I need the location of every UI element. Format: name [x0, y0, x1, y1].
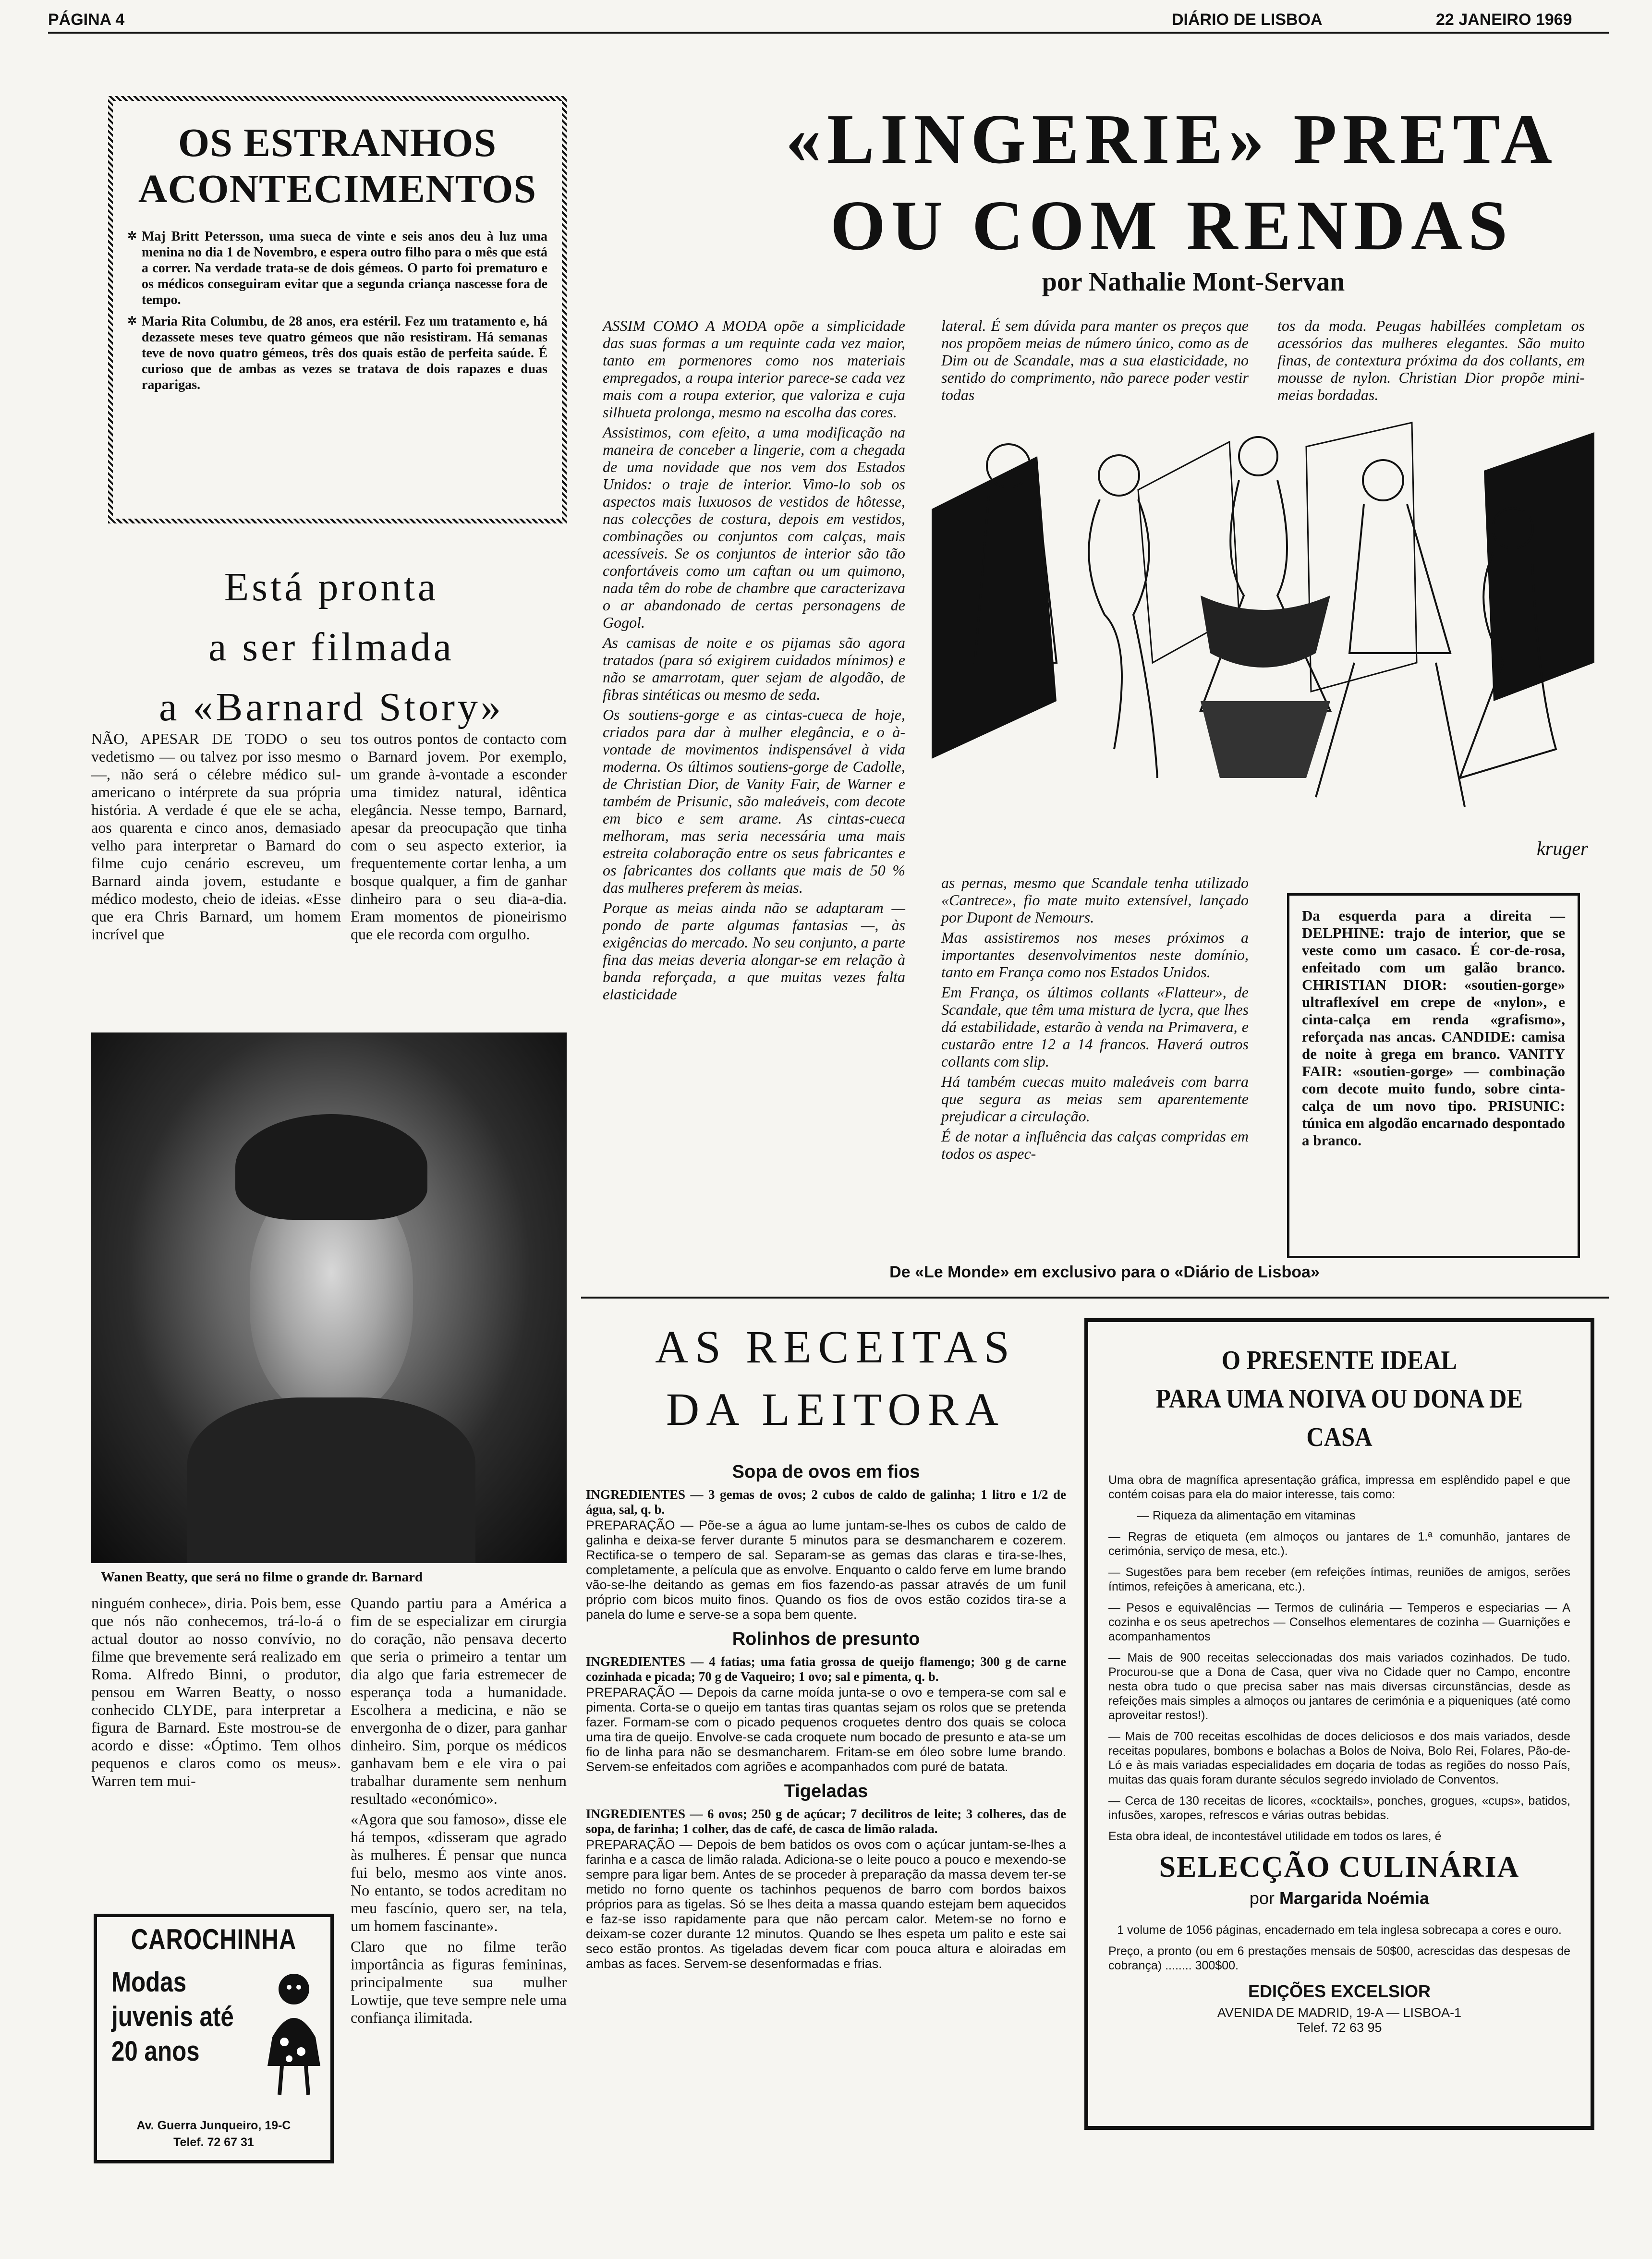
section-rule — [581, 1297, 1609, 1299]
lingerie-byline: por Nathalie Mont-Servan — [1042, 267, 1345, 297]
recipe-preparation: PREPARAÇÃO — Põe-se a água ao lume juntam-se-lhes os cubos de caldo de galinha e deixa-se ferver durante 5 minutos para se desmancharem e cozerem. Rectifica-se o tempero de sal. Separam-se as gemas das claras e tira-se-lhes, completamente, a película que as envolve. Enquanto o caldo ferve em lume brando vão-se-lhe deitando as gemas em fios fazendo-as passar através de um funil próprio com bicos muito finos. Quando os fios de ovos estão cozidos tira-se a panela do lume e serve-se a sopa bem quente. — [586, 1518, 1066, 1622]
lingerie-illustration — [932, 413, 1594, 874]
book-title: SELECÇÃO CULINÁRIA — [1159, 1851, 1520, 1883]
book-volume: 1 volume de 1056 páginas, encadernado em tela inglesa sobrecapa a cores e ouro. — [1117, 1923, 1562, 1937]
ad-item: — Mais de 700 receitas escolhidas de doces deliciosos e dos mais variados, desde receitas populares, bombons e bolachas a Bolos de Noiva, Bolo Rei, Folares, Pão-de-Ló e às mais variadas especialidades em doçaria de todas as regiões do nosso País, muitas das quais foram durante séculos segredo inviolado de Conventos. — [1108, 1730, 1570, 1786]
ad-item: — Mais de 900 receitas seleccionadas dos mais variados cozinhados. De tudo. Procurou-se que a Dona de Casa, quer viva no Cidade quer no Campo, encontre nesta obra tudo o que precisa saber nas mais diversas circunstâncias, desde as refeições mais simples a almoços ou jantares de cerimónia e a piqueniques (até como aproveitar restos!). — [1108, 1651, 1570, 1722]
ladybug-girl-icon — [263, 1970, 325, 2104]
ad-item: — Pesos e equivalências — Termos de culinária — Temperos e especiarias — A cozinha e os seus apetrechos — Conselhos elementares de cozinha — Guarnições e acompanhamentos — [1108, 1601, 1570, 1643]
estranhos-title: OS ESTRANHOS ACONTECIMENTOS — [138, 121, 537, 211]
recipe-ingredients: INGREDIENTES — 4 fatias; uma fatia grossa de queijo flamengo; 300 g de carne cozinhada e picada; 70 g de Vaqueiro; 1 ovo; sal e pimenta, q. b. — [586, 1654, 1066, 1684]
warren-beatty-photo — [91, 1032, 567, 1563]
barnard-col4: Quando partiu para a América a fim de se especializar em cirurgia do coração, não pensava decerto que seria o primeiro a tentar um dia algo que faria estremecer de esperança toda a humanidade. Escolhera a medicina, e não se envergonha de o dizer, para ganhar dinheiro. Sim, porque os médicos ganhavam bem e ele vira o pai trabalhar duramente sem nenhum resultado «económico». «Agora que sou famoso», disse ele há tempos, «disseram que agrado às mulheres. É pensar que nunca fui belo, mesmo aos vinte anos. No entanto, se todos acreditam no meu fascínio, quero ser, na tela, um homem fascinante». Claro que no filme terão importância as figuras femininas, principalmente sua mulher Lowtije, que teve sempre nele uma confiança ilimitada. — [351, 1594, 567, 2026]
ad-intro: Uma obra de magnífica apresentação gráfica, impressa em esplêndido papel e que contém coisas para ela do maior interesse, tais como: — [1108, 1473, 1570, 1501]
list-item: ✲ Maria Rita Columbu, de 28 anos, era estéril. Fez um tratamento e, há dezassete meses teve quatro gémeos que não resistiram. Há semanas teve de novo quatro gémeos, três dos quais estão de perfeita saúde. É curioso que de ambas as vezes se tratava de dois rapazes e duas raparigas. — [127, 314, 547, 393]
recipe-title: Tigeladas — [784, 1781, 868, 1801]
barnard-col2: tos outros pontos de contacto com o Barnard jovem. Por exemplo, um grande à-vontade a esconder uma timidez natural, idêntica elegância. Nesse tempo, Barnard, apesar da preocupação que tinha com o seu aspecto exterior, ia frequentemente cortar lenha, a um bosque qualquer, a fim de ganhar dinheiro para o seu dia-a-dia. Eram momentos de pioneirismo que ele recorda com orgulho. — [351, 730, 567, 943]
recipe-ingredients: INGREDIENTES — 3 gemas de ovos; 2 cubos de caldo de galinha; 1 litro e 1/2 de água, sal, q. b. — [586, 1487, 1066, 1517]
illustration-caption-box: Da esquerda para a direita — DELPHINE: trajo de interior, que se veste como um casaco. É cor-de-rosa, enfeitado com um galão branco. CHRISTIAN DIOR: «soutien-gorge» ultraflexível em crepe de «nylon», e cinta-calça em renda «grafismo», reforçada nas ancas. CANDIDE: camisa de noite à grega em branco. VANITY FAIR: «soutien-gorge» — combinação com decote muito fundo, sobre cinta-calça de um novo tipo. PRISUNIC: túnica em algodão encarnado despontado a branco. — [1287, 893, 1580, 1258]
lingerie-col1: ASSIM COMO A MODA opõe a simplicidade das suas formas a um requinte cada vez maior, tanto em pormenores como nos materiais empregados, a roupa interior parece-se cada vez mais com a roupa exterior, que valoriza e cuja silhueta prolonga, mesmo na escolha das cores. Assistimos, com efeito, a uma modificação na maneira de conceber a lingerie, com a chegada de uma novidade que nos vem dos Estados Unidos: o traje de interior. Vimo-lo sob os aspectos mais luxuosos de vestidos de hôtesse, nas colecções de costura, depois em vestidos, combinações ou conjuntos com calças, mais acessíveis. Se os conjuntos de interior são tão confortáveis como um caftan ou um quimono, nada têm do robe de chambre que caracterizava o ar abandonado de certas personagens de Gogol. As camisas de noite e os pijamas são agora tratados (para só exigirem cuidados mínimos) e não se amarrotam, quer sejam de algodão, de fibras sintéticas ou mesmo de seda. Os soutiens-gorge e as cintas-cueca de hoje, criados para dar à mulher elegância, e o à-vontade de movimentos indispensável à vida moderna. Os últimos soutiens-gorge de Cadolle, de Christian Dior, de Vanity Fair, de Warner e também de Prisunic, são maleáveis, com decote em bico e sem arame. As cintas-cueca melhoram, mas seria necessária uma mais estreita colaboração entre os seus fabricantes e os fabricantes dos collants que mais de 50 % das mulheres preferem às meias. Porque as meias ainda não se adaptaram — pondo de parte algumas fantasias —, às exigências do mercado. No seu conjunto, a parte fina das meias deveria alongar-se em relação à banda reforçada, a que muitas vezes falta elasticidade — [603, 317, 905, 1003]
ad-item: — Regras de etiqueta (em almoços ou jantares de 1.ª comunhão, jantares de cerimónia, serviço de mesa, etc.). — [1108, 1530, 1570, 1558]
barnard-col1: NÃO, APESAR DE TODO o seu vedetismo — ou talvez por isso mesmo —, não será o célebre médico sul-americano o intérprete da sua própria história. A verdade é que ele se acha, aos quarenta e cinco anos, demasiado velho para interpretar o Barnard do filme cujo cenário escreveu, um Barnard ainda jovem, estudante e médico modesto, cheio de ideias. «Esse que era Chris Barnard, um homem incrível que — [91, 730, 341, 943]
carochinha-ad — [94, 1914, 334, 2163]
page-number: PÁGINA 4 — [48, 11, 125, 29]
header-rule — [48, 32, 1609, 34]
carochinha-name: CAROCHINHA — [131, 1923, 297, 1955]
lingerie-col2-bottom: as pernas, mesmo que Scandale tenha utilizado «Cantrece», fio mate muito extensível, lançado por Dupont de Nemours. Mas assistiremos nos meses próximos a importantes desenvolvimentos neste domínio, tanto em França como nos Estados Unidos. Em França, os últimos collants «Flatteur», de Scandale, que têm uma mistura de lycra, que lhes dá estabilidade, estarão à venda na Primavera, e custarão entre 12 a 14 francos. Haverá outros collants com slip. Há também cuecas muito maleáveis com barra que segura as meias sem aparentemente prejudicar a circulação. É de notar a influência das calças compridas em todos os aspec- — [941, 874, 1249, 1162]
photo-caption: Wanen Beatty, que será no filme o grande dr. Barnard — [101, 1569, 423, 1585]
recipe-ingredients: INGREDIENTES — 6 ovos; 250 g de açúcar; 7 decilitros de leite; 3 colheres, das de sopa, de farinha; 1 colher, das de café, de casca de limão ralada. — [586, 1807, 1066, 1836]
recipe-preparation: PREPARAÇÃO — Depois da carne moída junta-se o ovo e tempera-se com sal e pimenta. Corta-se o queijo em tantas tiras quantas sejam os rolos que se pretenda fazer. Formam-se com o picado pequenos croquetes dentro dos quais se coloca uma tira de queijo. Envolve-se cada croquete num bocado de presunto e ata-se um fio de linha para não se desmancharem. Fritam-se em óleo sobre lume brando. Servem-se enfeitados com agriões e acompanhados com puré de batata. — [586, 1685, 1066, 1774]
svg-text:kruger: kruger — [1537, 838, 1588, 859]
recipe-title: Rolinhos de presunto — [732, 1629, 920, 1649]
ad-title: O PRESENTE IDEAL PARA UMA NOIVA OU DONA DE CASA — [1155, 1346, 1523, 1452]
newspaper-name: DIÁRIO DE LISBOA — [1172, 11, 1323, 29]
book-author: por Margarida Noémia — [1249, 1888, 1430, 1908]
ad-item: — Cerca de 130 receitas de licores, «cocktails», ponches, grogues, «cups», batidos, infusões, xaropes, refrescos e várias outras bebidas. — [1108, 1794, 1570, 1822]
lingerie-col3-top: tos da moda. Peugas habillées completam os acessórios das mulheres elegantes. São muito finas, de contextura próxima da dos collants, em mousse de nylon. Christian Dior propõe mini-meias bordadas. — [1277, 317, 1585, 403]
ad-item: — Sugestões para bem receber (em refeições íntimas, reuniões de amigos, serões íntimos, refeições à americana, etc.). — [1108, 1566, 1570, 1593]
presente-ideal-ad — [1084, 1318, 1594, 2130]
barnard-col3: ninguém conhece», diria. Pois bem, esse que nós não conhecemos, trá-lo-á o actual doutor ao nosso convívio, no filme que brevemente será realizado em Roma. Alfredo Binni, o produtor, pensou em Warren Beatty, o nosso conhecido CLYDE, para interpretar a figura de Barnard. Este mostrou-se de acordo e disse: «Óptimo. Tem olhos pequenos e claros como os meus». Warren tem mui- — [91, 1594, 341, 1789]
ad-item: — Riqueza da alimentação em vitaminas — [1137, 1509, 1356, 1522]
carochinha-address: Av. Guerra Junqueiro, 19-C — [136, 2119, 291, 2132]
carochinha-phone: Telef. 72 67 31 — [173, 2136, 254, 2149]
receitas-title: AS RECEITAS DA LEITORA — [655, 1321, 1016, 1435]
estranhos-box — [108, 96, 567, 523]
source-credit: De «Le Monde» em exclusivo para o «Diário de Lisboa» — [889, 1263, 1320, 1281]
recipe-preparation: PREPARAÇÃO — Depois de bem batidos os ovos com o açúcar juntam-se-lhes a farinha e a casca de limão ralada. Adiciona-se o leite pouco a pouco e mexendo-se sempre para ligar bem. Antes de se proceder à preparação da massa devem ter-se metido no forno quente os tachinhos pequenos de barro com bordos baixos próprios para as tigelas. Só se lhes deita a massa quando estejam bem aquecidos e faz-se isso rapidamente para que não percam calor. Metem-se no forno e deixam-se cozer durante 12 minutos. Quando se lhes espeta um palito e este sai seco estão prontos. As tigeladas devem ficar com pouca altura e aloiradas em ambas as faces. Servem-se desenformadas e frias. — [586, 1837, 1066, 1971]
issue-date: 22 JANEIRO 1969 — [1436, 11, 1572, 29]
estranhos-list — [127, 229, 547, 393]
ad-outro: Esta obra ideal, de incontestável utilidade em todos os lares, é — [1108, 1830, 1442, 1843]
barnard-title: Está pronta a ser filmada a «Barnard Story» — [159, 565, 504, 729]
publisher-phone: Telef. 72 63 95 — [1297, 2020, 1382, 2035]
recipe-title: Sopa de ovos em fios — [732, 1462, 920, 1482]
list-item: ✲ Maj Britt Petersson, uma sueca de vinte e seis anos deu à luz uma menina no dia 1 de Novembro, e espera outro filho para o mês que está a correr. Na verdade trata-se de dois gémeos. O parto foi prematuro e os médicos conseguiram evitar que a segunda criança nascesse fora de tempo. — [127, 229, 547, 308]
book-price: Preço, a pronto (ou em 6 prestações mensais de 50$00, acrescidas das despesas de cobrança) ........ 300$00. — [1108, 1944, 1570, 1972]
receitas-body — [586, 1455, 1066, 1972]
publisher-address: AVENIDA DE MADRID, 19-A — LISBOA-1 — [1217, 2005, 1462, 2020]
lingerie-title: «LINGERIE» PRETA OU COM RENDAS — [786, 100, 1558, 265]
lingerie-col2-top: lateral. É sem dúvida para manter os preços que nos propõem meias de número único, como as de Dim ou de Scandale, mas a sua elasticidade, no sentido do comprimento, não parece poder vestir todas — [941, 317, 1249, 403]
carochinha-tagline: Modas juvenis até 20 anos — [111, 1967, 234, 2067]
publisher-name: EDIÇÕES EXCELSIOR — [1248, 1981, 1431, 2001]
